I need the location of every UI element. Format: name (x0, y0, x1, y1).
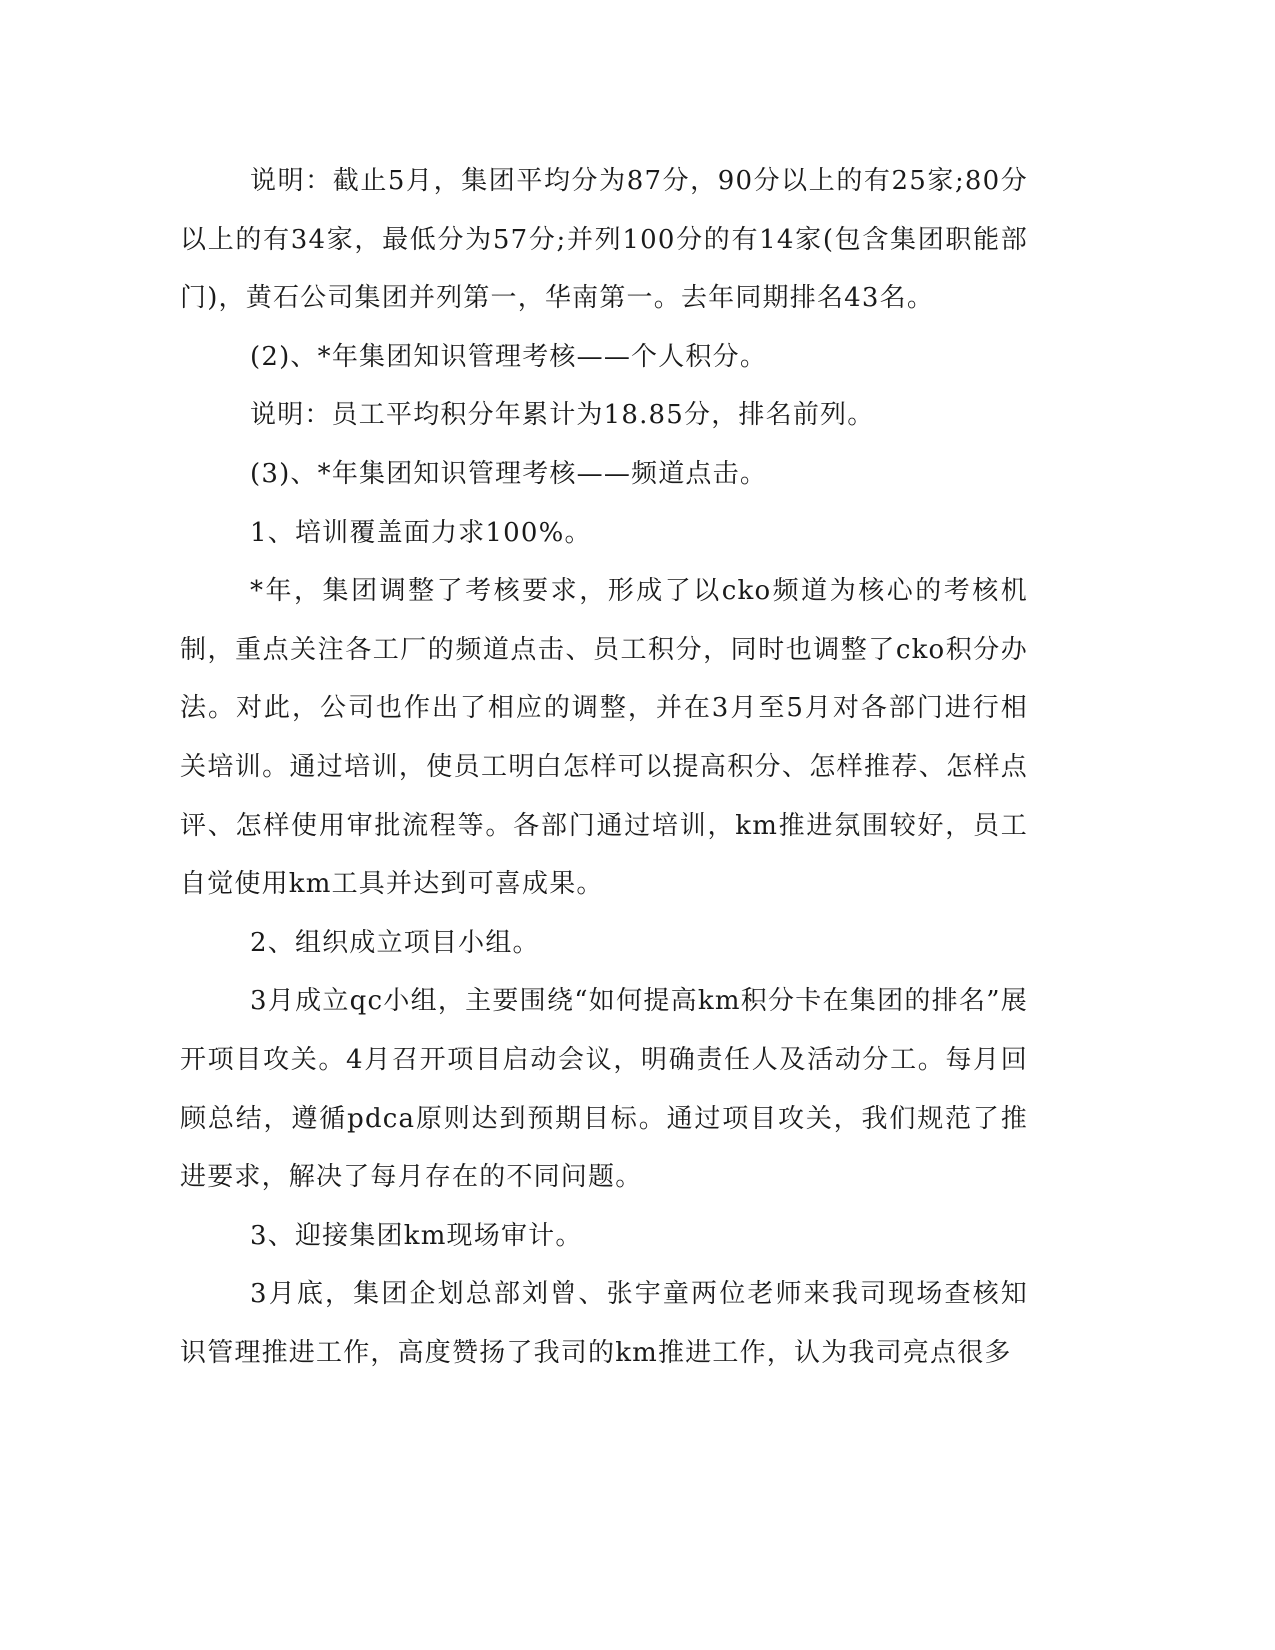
paragraph-audit-body: 3月底，集团企划总部刘曾、张宇童两位老师来我司现场查核知识管理推进工作，高度赞扬了我司的km推进工作，认为我司亮点很多 (180, 1279, 1028, 1368)
paragraph-training-body: *年，集团调整了考核要求，形成了以cko频道为核心的考核机制，重点关注各工厂的频道点击、员工积分，同时也调整了cko积分办法。对此，公司也作出了相应的调整，并在3月至5月对各部门进行相关培训。通过培训，使员工明白怎样可以提高积分、怎样推荐、怎样点评、怎样使用审批流程等。各部门通过培训，km推进氛围较好，员工自觉使用km工具并达到可喜成果。 (180, 576, 1028, 900)
document-body (180, 152, 1028, 1382)
paragraph-project-team-body: 3月成立qc小组，主要围绕“如何提高km积分卡在集团的排名”展开项目攻关。4月召开项目启动会议，明确责任人及活动分工。每月回顾总结，遵循pdca原则达到预期目标。通过项目攻关，我们规范了推进要求，解决了每月存在的不同问题。 (180, 986, 1028, 1193)
paragraph-heading-channel-clicks: (3)、*年集团知识管理考核——频道点击。 (250, 458, 768, 489)
paragraph-heading-training: 1、培训覆盖面力求100%。 (250, 517, 592, 548)
paragraph-personal-points-note: 说明：员工平均积分年累计为18.85分，排名前列。 (250, 400, 875, 431)
paragraph-heading-project-team: 2、组织成立项目小组。 (250, 927, 540, 958)
paragraph-heading-personal-points: (2)、*年集团知识管理考核——个人积分。 (250, 341, 768, 372)
paragraph-heading-audit: 3、迎接集团km现场审计。 (250, 1220, 583, 1251)
paragraph-summary-may: 说明：截止5月，集团平均分为87分，90分以上的有25家;80分以上的有34家，最低分为57分;并列100分的有14家(包含集团职能部门)，黄石公司集团并列第一，华南第一。去年同期排名43名。 (180, 166, 1028, 314)
